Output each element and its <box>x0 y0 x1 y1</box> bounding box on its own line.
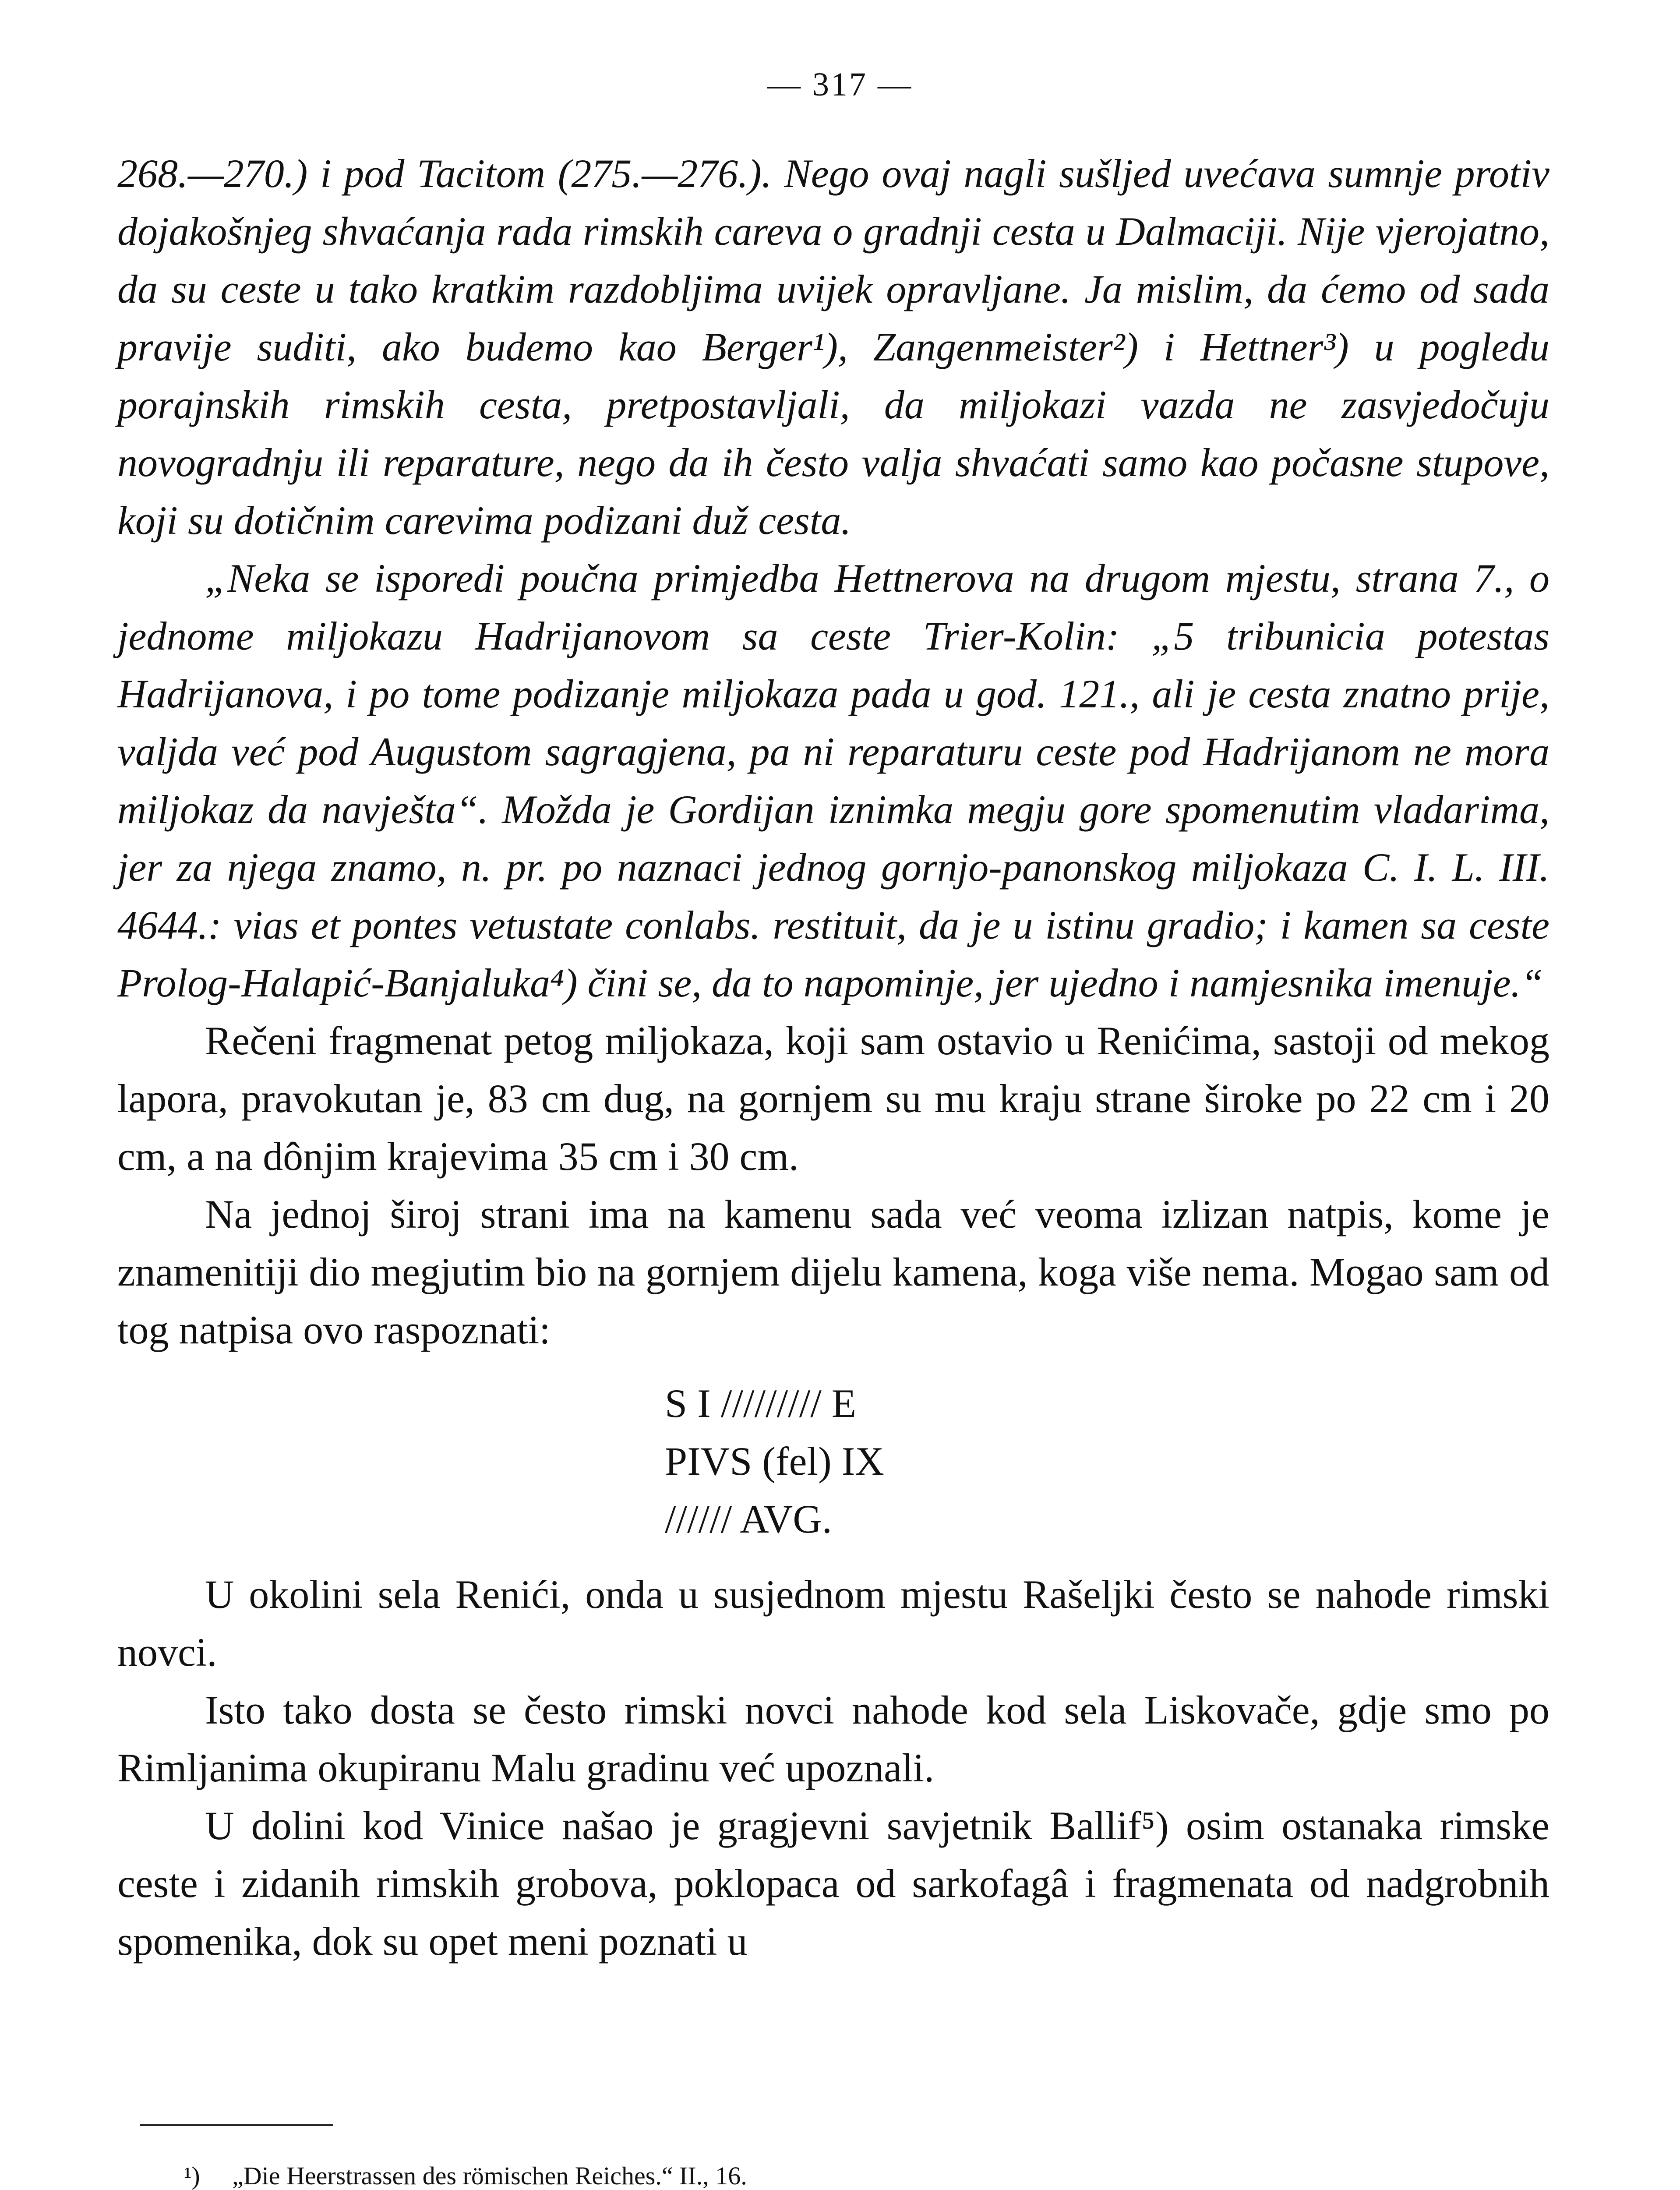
paragraph-2-quotation: „Neka se isporedi poučna primjedba Hettnerova na drugom mjestu, strana 7., o jednome miljokazu Hadrijanovom sa ceste Trier-Kolin: „5 tribunicia potestas Hadrijanova, i po tome podizanje miljokaza pada u god. 121., ali je cesta znatno prije, valjda već pod Augustom sagragjena, pa ni reparaturu ceste pod Hadrijanom ne mora miljokaz da navješta“. Možda je Gordijan iznimka megju gore spomenutim vladarima, jer za njega znamo, n. pr. po naznaci jednog gornjo-panonskog miljokaza C. I. L. III. 4644.: vias et pontes vetustate conlabs. restituit, da je u istinu gradio; i kamen sa ceste Prolog-Halapić-Banjaluka⁴) čini se, da to napominje, jer ujedno i namjesnika imenuje.“ <box>117 556 1549 1005</box>
inscription-line: ////// AVG. <box>665 1497 832 1541</box>
inscription-block <box>117 1374 1549 1548</box>
paragraph-1: 268.—270.) i pod Tacitom (275.—276.). Nego ovaj nagli sušljed uvećava sumnje protiv dojakošnjeg shvaćanja rada rimskih careva o gradnji cesta u Dalmaciji. Nije vjerojatno, da su ceste u tako kratkim razdobljima uvijek opravljane. Ja mislim, da ćemo od sada pravije suditi, ako budemo kao Berger¹), Zangenmeister²) i Hettner³) u pogledu porajnskih rimskih cesta, pretpostavljali, da miljokazi vazda ne zasvjedočuju novogradnju ili reparature, nego da ih često valja shvaćati samo kao počasne stupove, koji su dotičnim carevima podizani duž cesta. <box>117 151 1549 543</box>
paragraph-4: Na jednoj široj strani ima na kamenu sada već veoma izlizan natpis, kome je znamenitiji dio megjutim bio na gornjem dijelu kamena, koga više nema. Mogao sam od tog natpisa ovo raspoznati: <box>117 1192 1549 1352</box>
paragraph-6: Isto tako dosta se često rimski novci nahode kod sela Liskovače, gdje smo po Rimljanima okupiranu Malu gradinu već upoznali. <box>117 1688 1549 1790</box>
footnote-text: „Die Heerstrassen des römischen Reiches.“ II., 16. <box>232 2162 747 2190</box>
footnote <box>184 2155 1498 2190</box>
inscription-line: S I ///////// E <box>665 1381 857 1426</box>
paragraph-3: Rečeni fragmenat petog miljokaza, koji sam ostavio u Renićima, sastoji od mekog lapora, pravokutan je, 83 cm dug, na gornjem su mu kraju strane široke po 22 cm i 20 cm, a na dônjim krajevima 35 cm i 30 cm. <box>117 1018 1549 1179</box>
footnote-number: ¹) <box>184 2162 200 2190</box>
paragraph-7: U dolini kod Vinice našao je gragjevni savjetnik Ballif⁵) osim ostanaka rimske ceste i zidanih rimskih grobova, poklopaca od sarkofagâ i fragmenata od nadgrobnih spomenika, dok su opet meni poznati u <box>117 1803 1549 1964</box>
footnotes <box>184 2155 1498 2190</box>
footnote-divider <box>140 2124 333 2126</box>
body-text <box>117 145 1549 1970</box>
paragraph-5: U okolini sela Renići, onda u susjednom mjestu Rašeljki često se nahode rimski novci. <box>117 1572 1549 1674</box>
page-number: — 317 — <box>767 66 913 103</box>
inscription-line: PIVS (fel) IX <box>665 1439 884 1484</box>
